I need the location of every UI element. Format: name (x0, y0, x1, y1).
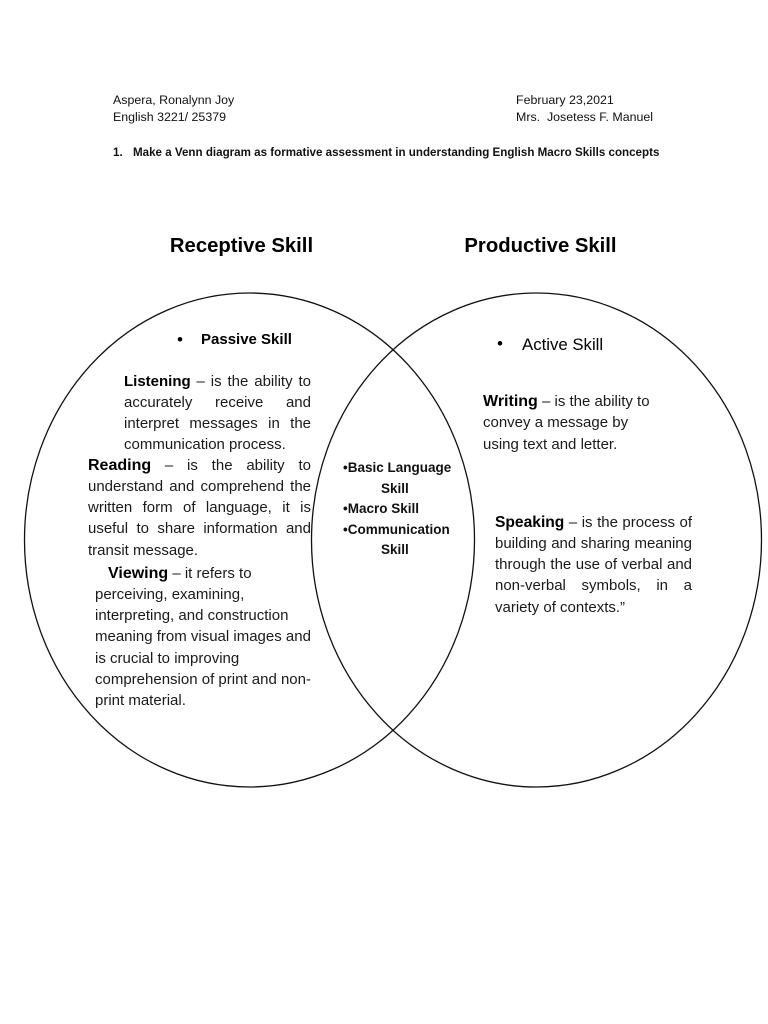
shared-item-communication (343, 520, 468, 561)
listening-term: Listening (124, 372, 191, 390)
definition-line: through the use of verbal and (495, 556, 692, 573)
definition-line: meaning from visual images and (95, 628, 311, 646)
definition-line (95, 563, 315, 584)
shared-item-line (343, 520, 468, 541)
definition-line: understand and comprehend the (88, 477, 311, 495)
definition-line: print material. (95, 692, 186, 710)
passive-skill-label: Passive Skill (201, 331, 292, 349)
definition-text: – it refers to (168, 564, 252, 582)
shared-item-macro-skill (343, 499, 468, 520)
receptive-skill-title: Receptive Skill (169, 235, 314, 257)
definition-line: interpreting, and construction (95, 607, 289, 625)
definition-line (88, 455, 311, 476)
definition-line: is crucial to improving (95, 649, 240, 667)
reading-definition (88, 455, 311, 561)
teacher-name: Mrs. Josetess F. Manuel (516, 110, 654, 124)
writing-definition (483, 391, 668, 456)
definition-text: – is the ability to (537, 392, 650, 410)
bullet-icon: • (343, 521, 348, 537)
instruction-number: 1. (113, 145, 123, 159)
bullet-icon: • (343, 501, 348, 517)
listening-definition (124, 371, 311, 455)
definition-line: comprehension of print and non- (95, 671, 311, 689)
speaking-term: Speaking (495, 513, 565, 531)
shared-item-line (343, 458, 468, 479)
definition-line (495, 512, 692, 533)
active-skill-label: Active Skill (522, 335, 604, 355)
shared-item-continuation: Skill (381, 480, 409, 496)
definition-text: – is the process of (564, 513, 692, 531)
definition-line: variety of contexts.” (495, 598, 626, 616)
student-name: Aspera, Ronalynn Joy (113, 93, 235, 107)
definition-line: interpret messages in the (124, 414, 311, 432)
definition-line: useful to share information and (88, 520, 311, 538)
definition-line: perceiving, examining, (95, 585, 245, 603)
bullet-icon: • (177, 330, 183, 349)
definition-line: using text and letter. (483, 435, 618, 453)
submission-date: February 23,2021 (516, 93, 614, 107)
definition-line: building and sharing meaning (495, 534, 692, 552)
definition-text: – is the ability to (151, 456, 311, 474)
shared-item-text: Communication (347, 521, 450, 537)
shared-item-continuation: Skill (381, 542, 409, 558)
instruction-text: Make a Venn diagram as formative assessment in understanding English Macro Skills concepts (133, 145, 660, 159)
definition-text: – is the ability to (190, 372, 311, 390)
definition-line: accurately receive and (124, 393, 311, 411)
reading-term: Reading (88, 456, 152, 474)
shared-item-basic-language (343, 458, 468, 499)
shared-item-line (343, 499, 468, 520)
writing-term: Writing (483, 392, 538, 410)
productive-skill-title: Productive Skill (464, 235, 617, 257)
shared-skills-list (343, 458, 468, 561)
definition-line: convey a message by (483, 414, 629, 431)
shared-item-text: Basic Language (347, 460, 452, 476)
definition-line: non-verbal symbols, in a (495, 577, 692, 595)
definition-line (124, 371, 311, 392)
shared-item-text: Macro Skill (347, 501, 420, 517)
definition-line: written form of language, it is (88, 499, 311, 516)
speaking-definition (495, 512, 692, 618)
definition-line (483, 391, 668, 413)
definition-line: communication process. (124, 435, 286, 453)
viewing-definition (95, 563, 315, 712)
course-code: English 3221/ 25379 (113, 110, 226, 124)
viewing-term: Viewing (108, 564, 169, 582)
bullet-icon: • (343, 460, 348, 476)
definition-line: transit message. (88, 541, 199, 559)
bullet-icon: • (497, 334, 503, 353)
